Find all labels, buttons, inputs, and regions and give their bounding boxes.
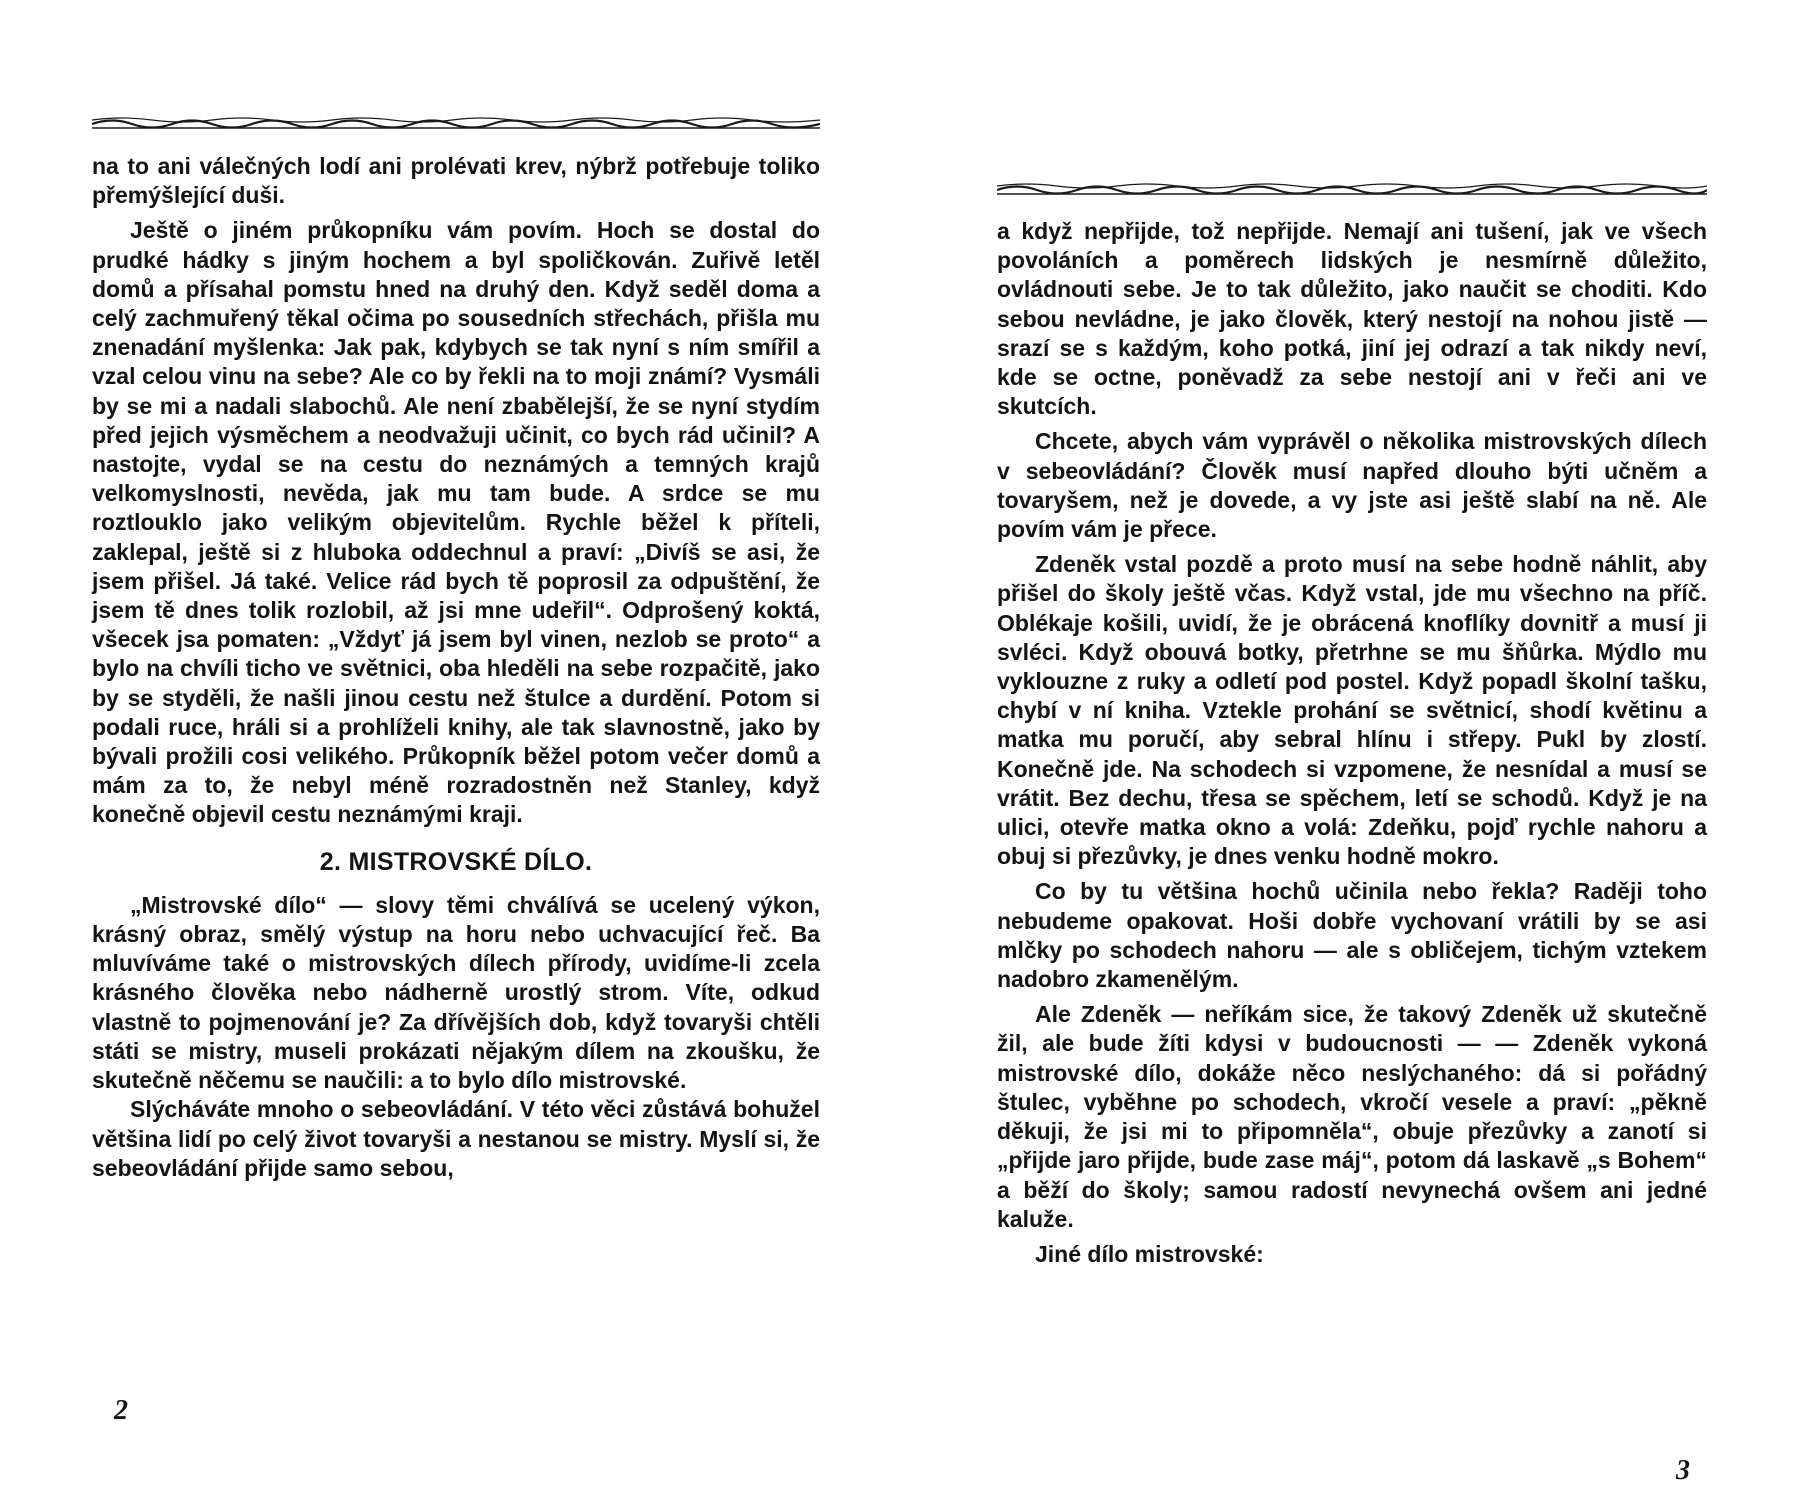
right-paragraph-1: a když nepřijde, tož nepřijde. Nemají ani tušení, jak ve všech povoláních a poměrech lidských je nesmírně důležito, ovládnouti sebe. Je to tak důležito, jako naučit se choditi. Kdo sebou nevládne, je jako člověk, který nestojí na nohou jistě — srazí se s každým, koho potká, jiní jej odrazí a tak nikdy neví, kde se octne, poněvadž za sebe nestojí ani v řeči ani ve skutcích. xyxy=(997,218,1707,420)
left-page-number: 2 xyxy=(114,1395,128,1426)
right-paragraph-3: Zdeněk vstal pozdě a proto musí na sebe hodně náhlit, aby přišel do školy ještě včas. Když vstal, jde mu všechno na příč. Oblékaje košili, uvidí, že je obrácená knoflíky dovnitř a musí ji svléci. Když obouvá botky, přetrhne se mu šňůrka. Mýdlo mu vyklouzne z ruky a odletí pod postel. Když popadl školní tašku, chybí v ní kniha. Vztekle prohání se světnicí, shodí květinu a matka mu poručí, aby sebral hlínu i střepy. Pukl by zlostí. Konečně jde. Na schodech si vzpomene, že nesnídal a musí se vrátit. Bez dechu, třesa se spěchem, letí se schodů. Když je na ulici, otevře matka okno a volá: Zdeňku, pojď rychle nahoru a obuj si přezůvky, je dnes venku hodně mokro. xyxy=(997,551,1707,870)
right-paragraph-2: Chcete, abych vám vyprávěl o několika mistrovských dílech v sebeovládání? Člověk musí napřed dlouho býti učněm a tovaryšem, než je dovede, a vy jste asi ještě slabí na ně. Ale povím vám je přece. xyxy=(997,428,1707,543)
left-paragraph-2: Ještě o jiném průkopníku vám povím. Hoch se dostal do prudké hádky s jiným hochem a byl spoličkován. Zuřivě letěl domů a přísahal pomstu hned na druhý den. Když seděl doma a celý zachmuřený těkal očima po sousedních střechách, přišla mu znenadání myšlenka: Jak pak, kdybych se tak nyní s ním smířil a vzal celou vinu na sebe? Ale co by řekli na to moji známí? Vysmáli by se mi a nadali slabochů. Ale není zbabělejší, že se nyní stydím před jejich výsměchem a neodvažuji učinit, co bych rád učinil? A nastojte, vydal se na cestu do neznámých a temných krajů velkomyslnosti, nevěda, jak mu tam bude. A srdce se mu roztlouklo jako velikým objevitelům. Rychle běžel k příteli, zaklepal, ještě si z hluboka oddechnul a praví: „Divíš se asi, že jsem přišel. Já také. Velice rád bych tě poprosil za odpuštění, že jsem tě dnes tolik rozlobil, až jsi mne udeřil“. Odprošený koktá, všecek jsa pomaten: „Vždyť já jsem byl vinen, nezlob se proto“ a bylo na chvíli ticho ve světnici, oba hleděli na sebe rozpačitě, jako by se styděli, že našli jinou cestu než štulce a durdění. Potom si podali ruce, hráli si a prohlíželi knihy, ale tak slavnostně, jako by bývali prožili cosi velikého. Průkopník běžel potom večer domů a mám za to, že nebyl méně rozradostněn než Stanley, když konečně objevil cestu neznámými kraji. xyxy=(92,217,820,828)
section-heading: 2. MISTROVSKÉ DÍLO. xyxy=(319,847,593,876)
right-paragraph-6: Jiné dílo mistrovské: xyxy=(1035,1240,1264,1267)
left-page-ornament xyxy=(92,115,820,133)
left-paragraph-4: Slýcháváte mnoho o sebeovládání. V této věci zůstává bohužel většina lidí po celý život tovaryši a nestanou se mistry. Myslí si, že sebeovládání přijde samo sebou, xyxy=(92,1096,820,1181)
left-paragraph-3: „Mistrovské dílo“ — slovy těmi chválívá se ucelený výkon, krásný obraz, smělý výstup na horu nebo uchvacující řeč. Ba mluvíváme také o mistrovských dílech přírody, uvidíme-li zcela krásného člověka nebo nádherně urostlý strom. Víte, odkud vlastně to pojmenování je? Za dřívějších dob, když tovaryši chtěli státi se mistry, museli prokázati nějakým dílem na zkoušku, že skutečně něčemu se naučili: a to bylo dílo mistrovské. xyxy=(92,891,820,1094)
right-paragraph-4: Co by tu většina hochů učinila nebo řekla? Raději toho nebudeme opakovat. Hoši dobře vychovaní vrátili by se asi mlčky po schodech nahoru — ale s obličejem, tichým vztekem nadobro zkamenělým. xyxy=(997,878,1707,993)
right-page-ornament xyxy=(997,181,1707,199)
right-paragraph-5: Ale Zdeněk — neříkám sice, že takový Zdeněk už skutečně žil, ale bude žíti kdysi v budoucnosti — — Zdeněk vykoná mistrovské dílo, dokáže něco neslýchaného: dá si pořádný štulec, vyběhne po schodech, vkročí vesele a praví: „pěkně děkuji, že jsi mi to připomněla“, obuje přezůvky a zanotí si „přijde jaro přijde, bude zase máj“, potom dá laskavě „s Bohem“ a běží do školy; samou radostí nevynechá ovšem ani jedné kaluže. xyxy=(997,1001,1707,1232)
right-page-text xyxy=(997,217,1707,1269)
right-page-number: 3 xyxy=(1676,1455,1690,1486)
left-paragraph-1: na to ani válečných lodí ani prolévati krev, nýbrž potřebuje toliko přemýšlející duši. xyxy=(92,153,820,209)
left-page-text xyxy=(92,152,820,1183)
